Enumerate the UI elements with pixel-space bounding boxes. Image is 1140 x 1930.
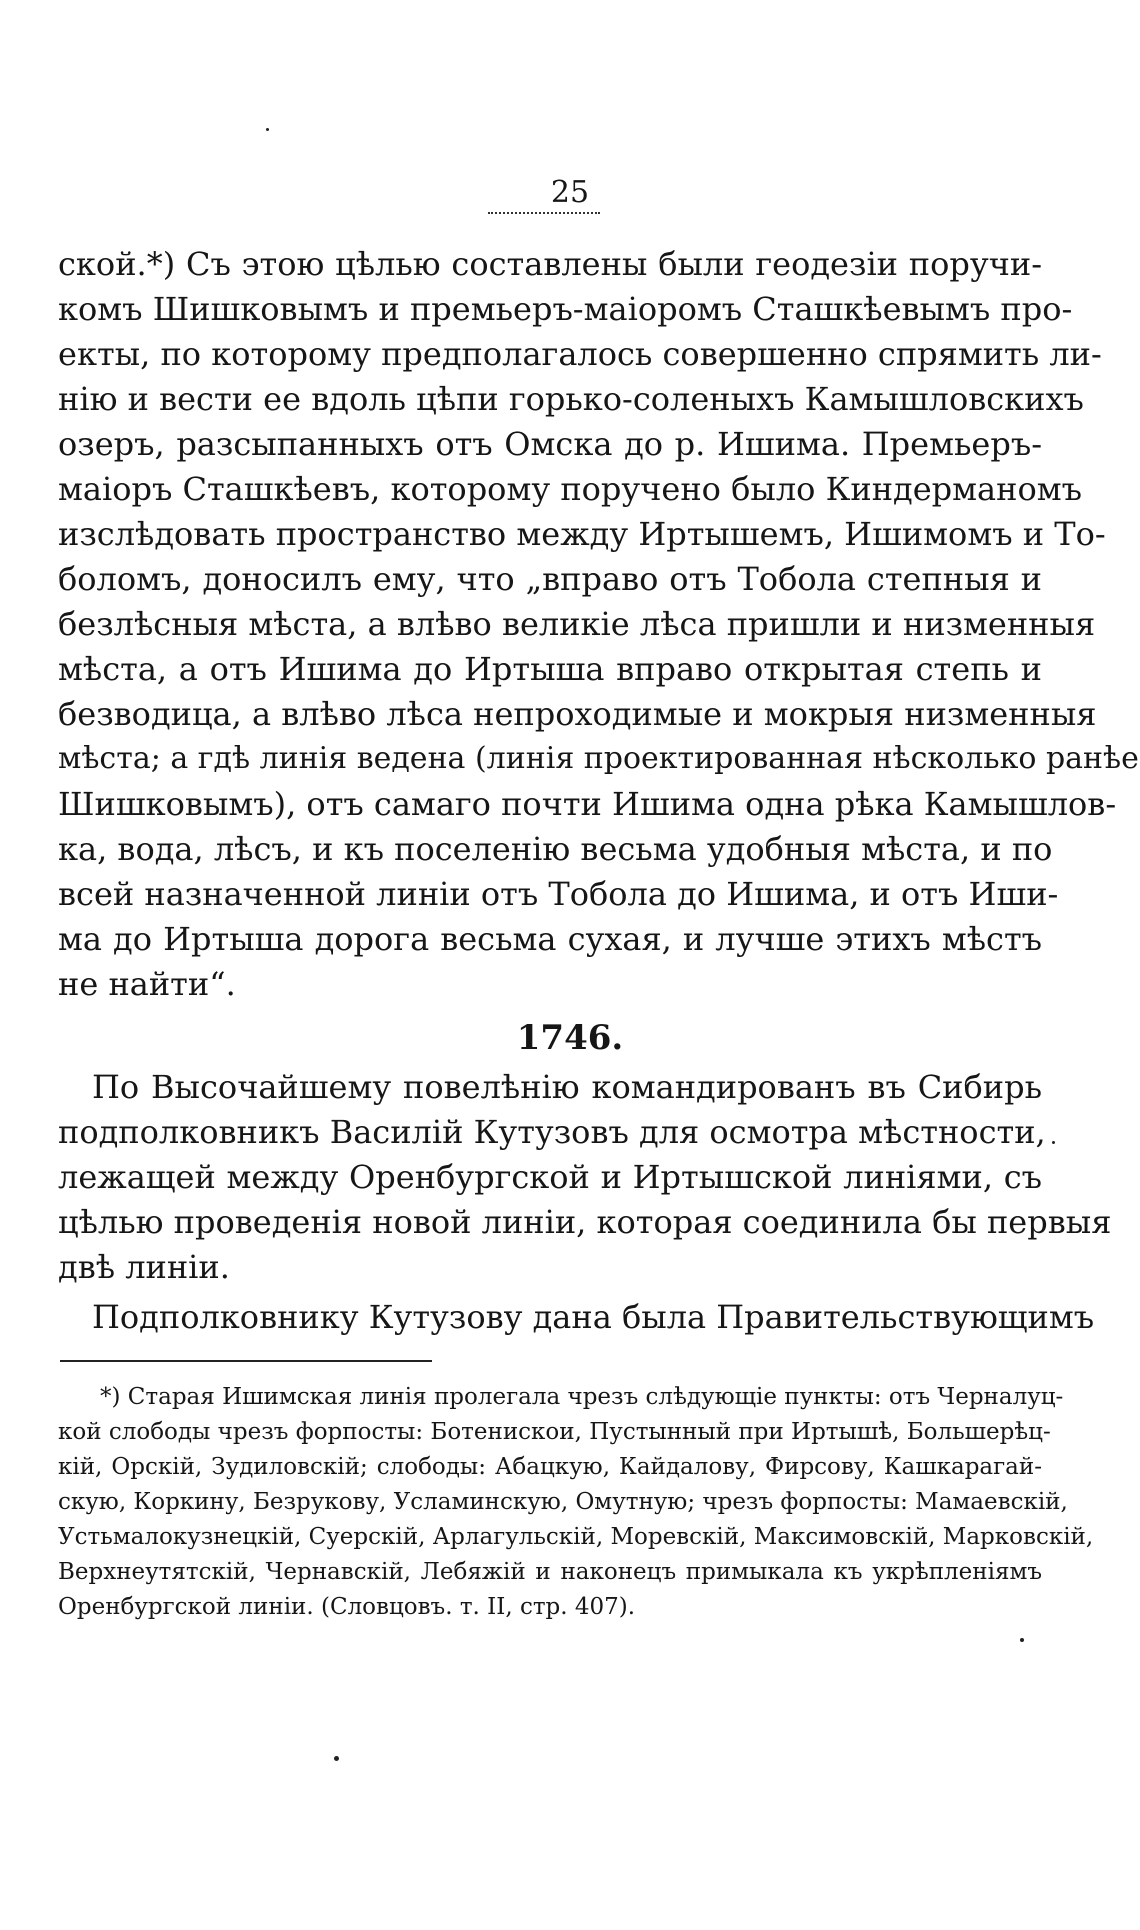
text-line: двѣ линіи. (58, 1248, 230, 1286)
text-line: не найти“. (58, 965, 236, 1003)
footnote-rule (60, 1360, 432, 1362)
text-line: ской.*) Съ этою цѣлью составлены были геодезіи поручи- (58, 245, 1042, 283)
scan-speck (1052, 1141, 1055, 1144)
text-line: мѣста; а гдѣ линія ведена (линія проектированная нѣсколько ранѣе (58, 741, 1139, 776)
text-line: лежащей между Оренбургской и Иртышской линіями, съ (58, 1158, 1042, 1196)
text-line: По Высочайшему повелѣнію командированъ въ Сибирь (92, 1068, 1042, 1106)
scan-speck (334, 1756, 339, 1761)
text-line: Подполковнику Кутузову дана была Правительствующимъ (92, 1298, 1095, 1336)
text-line: боломъ, доносилъ ему, что „вправо отъ Тобола степныя и (58, 560, 1042, 598)
text-line: изслѣдовать пространство между Иртышемъ, Ишимомъ и То- (58, 515, 1106, 553)
footnote-line: скую, Коркину, Безрукову, Усламинскую, Омутную; чрезъ форпосты: Мамаевскій, (58, 1489, 1068, 1515)
text-line: маіоръ Сташкѣевъ, которому поручено было Киндерманомъ (58, 470, 1082, 508)
footnote-line: Оренбургской линіи. (Словцовъ. т. II, стр. 407). (58, 1594, 636, 1620)
footnote-line: Верхнеутятскій, Чернавскій, Лебяжій и наконецъ примыкала къ укрѣпленіямъ (58, 1559, 1042, 1585)
footnote-line: Устьмалокузнецкій, Суерскій, Арлагульскій, Моревскій, Максимовскій, Марковскій, (58, 1524, 1094, 1550)
text-line: мѣста, а отъ Ишима до Иртыша вправо открытая степь и (58, 650, 1042, 688)
text-line: безводица, а влѣво лѣса непроходимые и мокрыя низменныя (58, 695, 1097, 733)
text-line: нію и вести ее вдоль цѣпи горько-соленыхъ Камышловскихъ (58, 380, 1084, 418)
text-line: всей назначенной линіи отъ Тобола до Ишима, и отъ Иши- (58, 875, 1059, 913)
text-line: безлѣсныя мѣста, а влѣво великіе лѣса пришли и низменныя (58, 605, 1096, 643)
text-line: комъ Шишковымъ и премьеръ-маіоромъ Сташкѣевымъ про- (58, 290, 1073, 328)
text-line: подполковникъ Василій Кутузовъ для осмотра мѣстности, (58, 1113, 1046, 1151)
text-line: цѣлью проведенія новой линіи, которая соединила бы первыя (58, 1203, 1112, 1241)
year-heading: 1746. (516, 1018, 624, 1058)
text-line: екты, по которому предполагалось совершенно спрямить ли- (58, 335, 1102, 373)
page-number-dotted-rule (488, 212, 600, 214)
scan-speck (266, 128, 269, 131)
footnote-line: кой слободы чрезъ форпосты: Ботенискои, Пустынный при Иртышѣ, Большерѣц- (58, 1419, 1051, 1445)
text-line: ка, вода, лѣсъ, и къ поселенію весьма удобныя мѣста, и по (58, 830, 1053, 868)
text-line: Шишковымъ), отъ самаго почти Ишима одна рѣка Камышлов- (58, 785, 1117, 823)
page-number: 25 (550, 175, 590, 210)
text-line: озеръ, разсыпанныхъ отъ Омска до р. Ишима. Премьеръ- (58, 425, 1042, 463)
text-line: ма до Иртыша дорога весьма сухая, и лучше этихъ мѣстъ (58, 920, 1042, 958)
footnote-line: кій, Орскій, Зудиловскій; слободы: Абацкую, Кайдалову, Фирсову, Кашкарагай- (58, 1454, 1042, 1480)
footnote-line: *) Старая Ишимская линія пролегала чрезъ слѣдующіе пункты: отъ Черналуц- (100, 1384, 1064, 1410)
scan-speck (1020, 1638, 1024, 1642)
